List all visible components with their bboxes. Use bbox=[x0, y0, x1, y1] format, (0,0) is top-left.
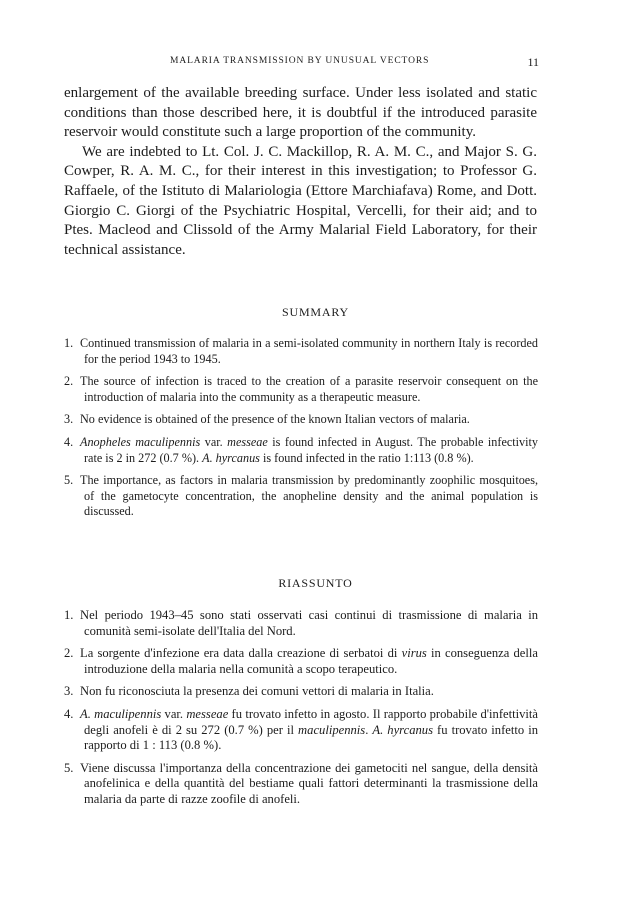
summary-item-3 bbox=[64, 412, 538, 428]
item-number: 2. bbox=[64, 646, 74, 661]
summary-list bbox=[64, 336, 538, 527]
species-name: maculipennis bbox=[298, 722, 366, 737]
item-number: 3. bbox=[64, 684, 74, 699]
item-text: Viene discussa l'importanza della concentrazione dei gametociti nel sangue, della densità anofelinica e della quantità del bestiame quali fattori determinanti la trasmissione della malaria da parte di razze zoofile di anofeli. bbox=[80, 760, 538, 806]
riassunto-item-1 bbox=[64, 608, 538, 639]
summary-item-2 bbox=[64, 374, 538, 405]
riassunto-item-4 bbox=[64, 707, 538, 754]
acknowledgements-paragraph: We are indebted to Lt. Col. J. C. Mackillop, R. A. M. C., and Major S. G. Cowper, R. A. M. C., for their interest in this investigation; to Professor G. Raffaele, of the Istituto di Malariologia (Ettore Marchiafava) Rome, and Dott. Giorgio C. Giorgi of the Psychiatric Hospital, Vercelli, for their aid; and to Ptes. Macleod and Clissold of the Army Malarial Field Laboratory, for their technical assistance. bbox=[64, 143, 537, 258]
body-text bbox=[64, 84, 537, 260]
item-text: Anopheles maculipennis var. messeae is found infected in August. The probable infectivity rate is 2 in 272 (0.7 %). A. hyrcanus is found infected in the ratio 1:113 (0.8 %). bbox=[80, 434, 538, 465]
item-text: No evidence is obtained of the presence of the known Italian vectors of malaria. bbox=[80, 412, 470, 427]
page-number: 11 bbox=[527, 55, 539, 69]
species-name: Anopheles maculipennis bbox=[80, 434, 201, 449]
species-name: A. maculipennis bbox=[80, 706, 162, 721]
item-text: Continued transmission of malaria in a semi-isolated community in northern Italy is recorded for the period 1943 to 1945. bbox=[80, 336, 538, 366]
species-name: A. hyrcanus bbox=[372, 722, 433, 737]
item-number: 5. bbox=[64, 473, 74, 488]
summary-heading: SUMMARY bbox=[282, 305, 349, 319]
item-number: 4. bbox=[64, 706, 74, 721]
italic-term: virus bbox=[401, 646, 427, 661]
species-name: A. hyrcanus bbox=[202, 450, 260, 465]
riassunto-heading: RIASSUNTO bbox=[278, 576, 353, 590]
item-number: 4. bbox=[64, 434, 74, 449]
summary-item-4 bbox=[64, 435, 538, 466]
item-text: Nel periodo 1943–45 sono stati osservati casi continui di trasmissione di malaria in comunità semi-isolate dell'Italia del Nord. bbox=[80, 608, 538, 638]
running-title: MALARIA TRANSMISSION BY UNUSUAL VECTORS bbox=[170, 56, 430, 66]
item-number: 1. bbox=[64, 336, 74, 350]
riassunto-item-3 bbox=[64, 684, 538, 700]
item-number: 3. bbox=[64, 412, 74, 427]
riassunto-item-5 bbox=[64, 761, 538, 808]
item-text: A. maculipennis var. messeae fu trovato infetto in agosto. Il rapporto probabile d'infettività degli anofeli è di 2 su 272 (0.7 %) per il maculipennis. A. hyrcanus fu trovato infetto in rapporto di 1 : 113 (0.8 %). bbox=[80, 706, 538, 753]
item-text: La sorgente d'infezione era data dalla creazione di serbatoi di virus in conseguenza della introduzione della malaria nella comunità a scopo terapeutico. bbox=[80, 646, 538, 676]
summary-item-5 bbox=[64, 473, 538, 520]
item-number: 2. bbox=[64, 374, 74, 389]
item-text: Non fu riconosciuta la presenza dei comuni vettori di malaria in Italia. bbox=[80, 684, 434, 699]
riassunto-item-2 bbox=[64, 646, 538, 677]
item-text: The source of infection is traced to the creation of a parasite reservoir consequent on the introduction of malaria into the community as a therapeutic measure. bbox=[80, 374, 538, 404]
variety-name: messeae bbox=[227, 434, 268, 449]
variety-name: messeae bbox=[186, 706, 229, 721]
summary-item-1 bbox=[64, 336, 538, 367]
item-number: 1. bbox=[64, 608, 74, 622]
item-text: The importance, as factors in malaria transmission by predominantly zoophilic mosquitoes, of the gametocyte concentration, the anopheline density and the animal population is discussed. bbox=[80, 473, 538, 519]
item-number: 5. bbox=[64, 760, 74, 775]
riassunto-list bbox=[64, 608, 538, 815]
paragraph: enlargement of the available breeding surface. Under less isolated and static conditions than those described here, it is doubtful if the introduced parasite reservoir would constitute such a large proportion of the community. bbox=[64, 85, 537, 141]
